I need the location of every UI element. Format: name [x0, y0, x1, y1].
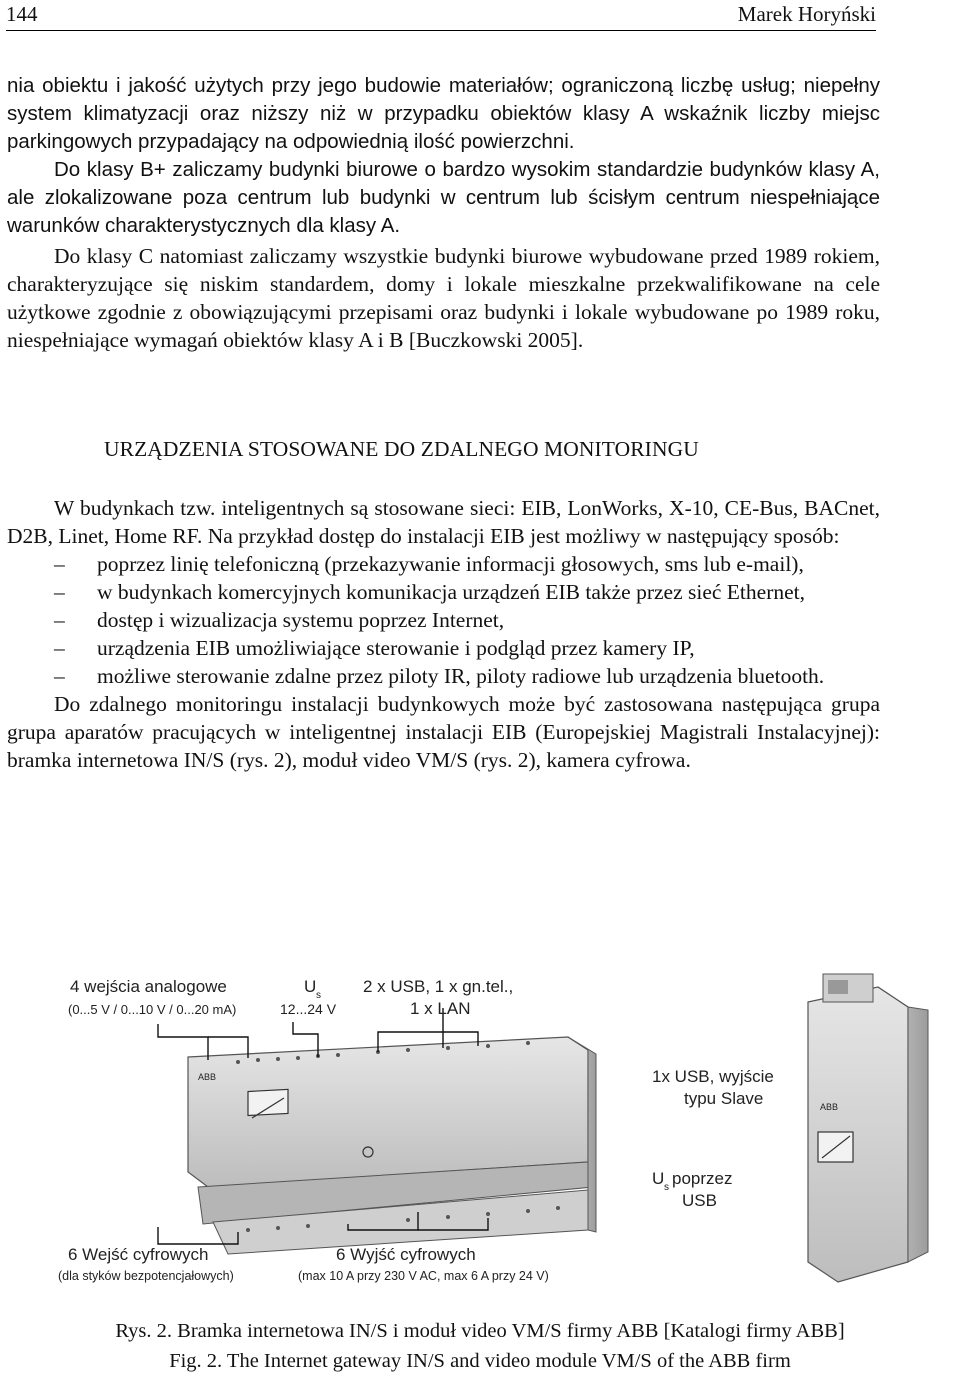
label-usb-slave-line2: typu Slave — [684, 1089, 764, 1108]
label-digital-outputs: 6 Wyjść cyfrowych — [336, 1245, 476, 1264]
label-us-usb-text: poprzez — [672, 1169, 733, 1188]
label-lan: 1 x LAN — [410, 999, 471, 1018]
label-us-usb-subscript: s — [664, 1182, 669, 1193]
running-author: Marek Horyński — [737, 2, 876, 26]
dash-bullet: – — [54, 636, 65, 660]
dash-bullet: – — [54, 580, 65, 604]
running-header — [6, 0, 876, 30]
label-us: U — [304, 977, 317, 996]
list-item-text: w budynkach komercyjnych komunikacja urządzeń EIB także przez sieć Ethernet, — [97, 580, 805, 604]
list-item — [7, 606, 880, 634]
figure-caption-pl: Rys. 2. Bramka internetowa IN/S i moduł video VM/S firmy ABB [Katalogi firmy ABB] — [115, 1320, 845, 1342]
section-heading: URZĄDZENIA STOSOWANE DO ZDALNEGO MONITORINGU — [104, 437, 699, 461]
list-item-text: poprzez linię telefoniczną (przekazywanie informacji głosowych, sms lub e-mail), — [97, 552, 804, 576]
label-digital-inputs-note: (dla styków bezpotencjałowych) — [58, 1269, 234, 1283]
figure-caption-en: Fig. 2. The Internet gateway IN/S and video module VM/S of the ABB firm — [169, 1350, 791, 1372]
dash-bullet: – — [54, 664, 65, 688]
label-digital-inputs: 6 Wejść cyfrowych — [68, 1245, 209, 1264]
label-us-voltage: 12...24 V — [280, 1001, 337, 1017]
paragraph-class-b — [7, 72, 880, 240]
page-number: 144 — [6, 2, 38, 26]
paragraph-class-b-tail: nia obiektu i jakość użytych przy jego budowie materiałów; ograniczoną liczbę usług; niepełny system klimatyzacji oraz niższy niż w przypadku obiektów klasy A wskaźnik liczby miejsc parkingowych przypadający na odpowiednią ilość powierzchni. — [7, 74, 880, 153]
dash-bullet: – — [54, 552, 65, 576]
label-usb-slave-line1: 1x USB, wyjście — [652, 1067, 774, 1086]
gateway-device-in-s — [188, 1037, 596, 1254]
brand-logo: ABB — [198, 1072, 217, 1082]
paragraph-class-b-plus: Do klasy B+ zaliczamy budynki biurowe o bardzo wysokim standardzie budynków klasy A, ale zlokalizowane poza centrum lub budynki w centrum lub ścisłym centrum niespełniające warunków charakterystycznych dla klasy A. — [7, 158, 880, 237]
label-usb-ports: 2 x USB, 1 x gn.tel., — [363, 977, 514, 996]
dash-bullet: – — [54, 608, 65, 632]
list-item — [7, 578, 880, 606]
list-item-text: dostęp i wizualizacja systemu poprzez Internet, — [97, 608, 505, 632]
video-module-vm-s — [808, 974, 928, 1282]
label-analog-range: (0...5 V / 0...10 V / 0...20 mA) — [68, 1002, 237, 1017]
list-item-text: możliwe sterowanie zdalne przez piloty IR, piloty radiowe lub urządzenia bluetooth. — [97, 664, 825, 688]
label-digital-outputs-note: (max 10 A przy 230 V AC, max 6 A przy 24 V) — [298, 1269, 549, 1283]
paragraph-networks: W budynkach tzw. inteligentnych są stosowane sieci: EIB, LonWorks, X-10, CE-Bus, BACnet, D2B, Linet, Home RF. Na przykład dostęp do instalacji EIB jest możliwy w następujący sposób: — [7, 496, 880, 548]
list-item — [7, 550, 880, 578]
label-us-usb-symbol: U — [652, 1169, 665, 1188]
paragraph-networks-block — [7, 494, 880, 774]
label-us-subscript: s — [316, 990, 321, 1001]
list-item-text: urządzenia EIB umożliwiające sterowanie i podgląd przez kamery IP, — [97, 636, 695, 660]
header-rule — [6, 30, 876, 31]
list-item — [7, 634, 880, 662]
list-item — [7, 662, 880, 690]
label-us-usb-line2: USB — [682, 1191, 717, 1210]
brand-logo-module: ABB — [820, 1102, 839, 1112]
paragraph-monitoring: Do zdalnego monitoringu instalacji budynkowych może być zastosowana następująca grupa grupa aparatów pracujących w inteligentnej instalacji EIB (Europejskiej Magistrali Instalacyjnej): bramka internetowa IN/S (rys. 2), moduł video VM/S (rys. 2), kamera cyfrowa. — [7, 692, 880, 772]
device-figure — [48, 962, 943, 1294]
label-analog-inputs: 4 wejścia analogowe — [70, 977, 227, 996]
paragraph-class-c: Do klasy C natomiast zaliczamy wszystkie budynki biurowe wybudowane przed 1989 rokiem, charakteryzujące się niskim standardem, domy i lokale mieszkalne przekwalifikowane na cele użytkowe zgodnie z obowiązującymi przepisami oraz budynki i lokale wybudowane po 1989 roku, niespełniające wymagań obiektów klasy A i B [Buczkowski 2005]. — [7, 244, 880, 352]
